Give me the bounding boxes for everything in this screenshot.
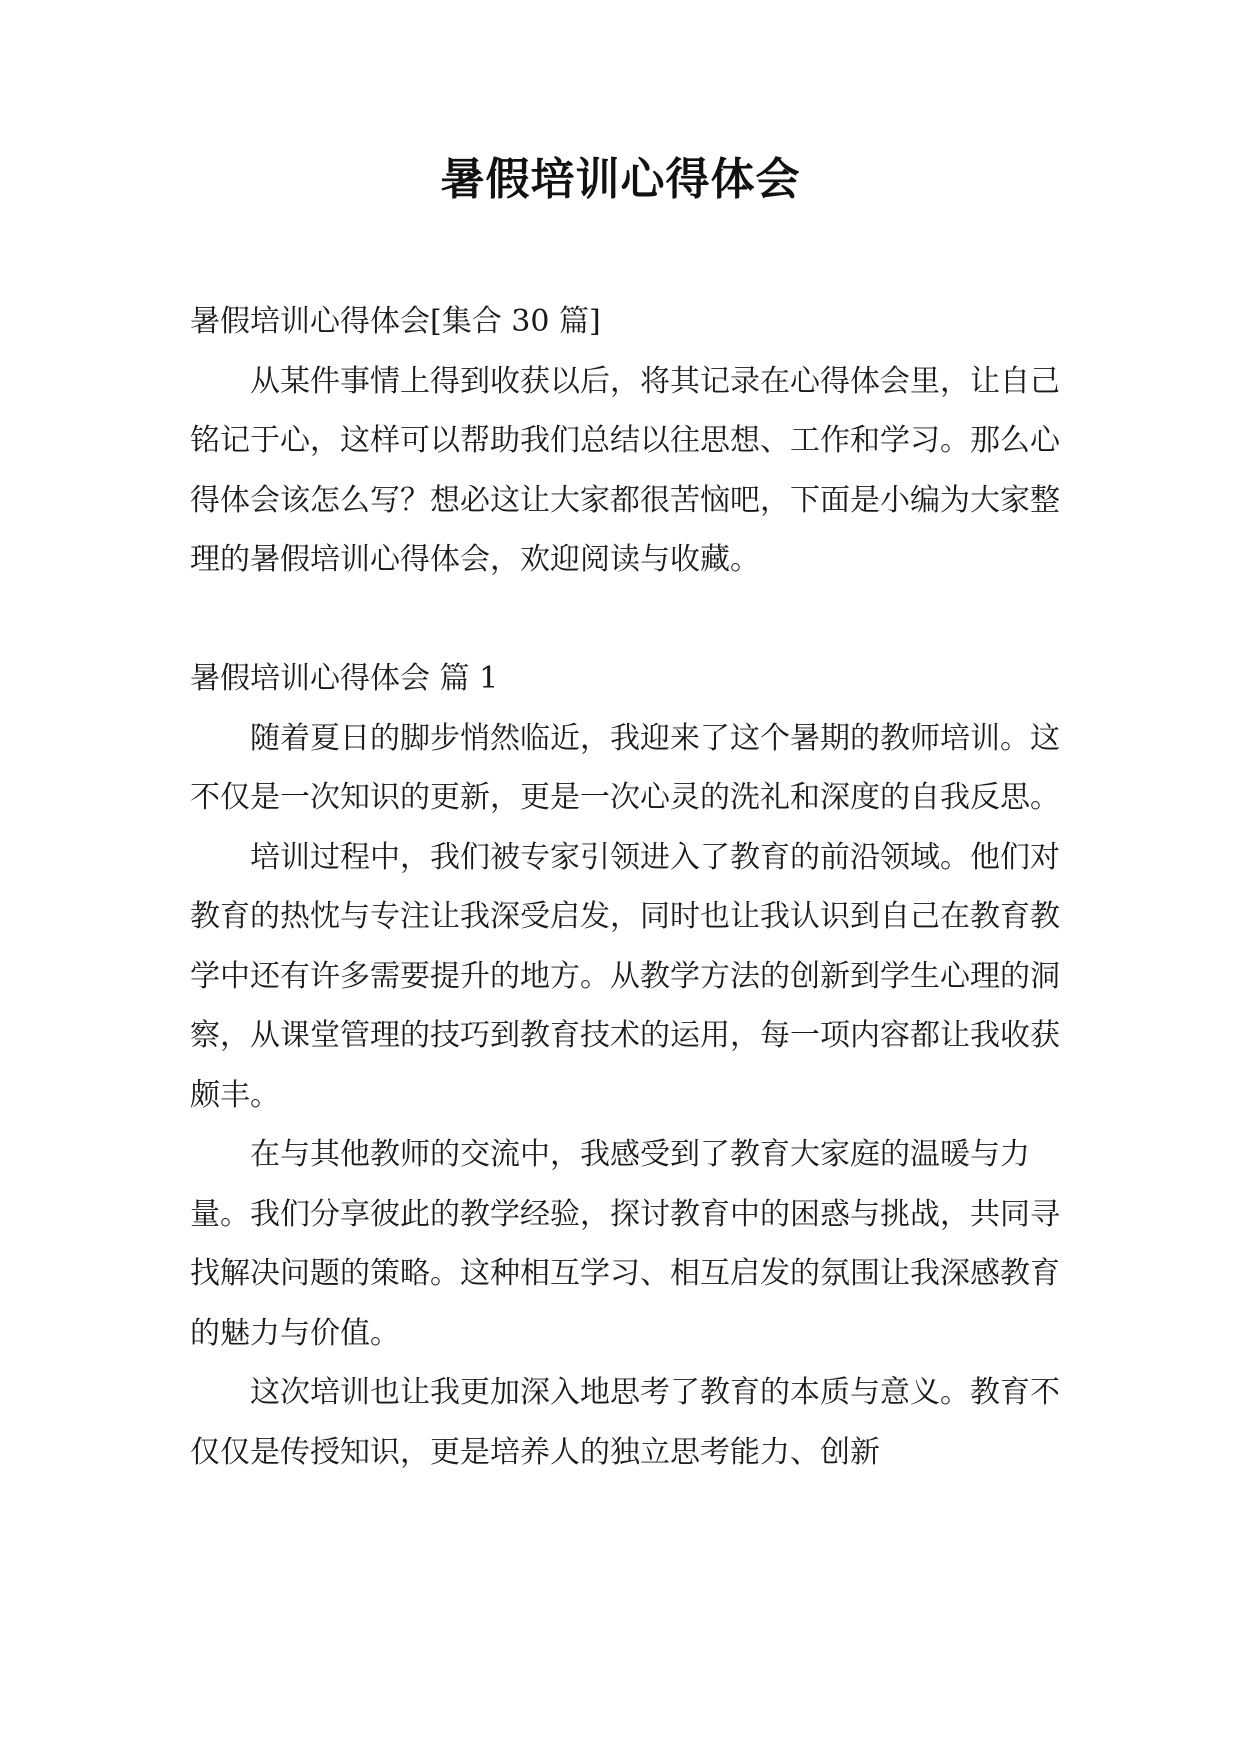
body-paragraph: 培训过程中，我们被专家引领进入了教育的前沿领域。他们对教育的热忱与专注让我深受启发，同时也让我认识到自己在教育教学中还有许多需要提升的地方。从教学方法的创新到学生心理的洞察，从课堂管理的技巧到教育技术的运用，每一项内容都让我收获颇丰。: [190, 839, 1060, 1113]
intro-paragraph: 从某件事情上得到收获以后，将其记录在心得体会里，让自己铭记于心，这样可以帮助我们总结以往思想、工作和学习。那么心得体会该怎么写？想必这让大家都很苦恼吧，下面是小编为大家整理的暑假培训心得体会，欢迎阅读与收藏。: [190, 363, 1060, 577]
document-subtitle: 暑假培训心得体会[集合 30 篇]: [190, 304, 601, 339]
section-spacer: [190, 590, 1070, 650]
body-paragraph: 在与其他教师的交流中，我感受到了教育大家庭的温暖与力量。我们分享彼此的教学经验，探讨教育中的困惑与挑战，共同寻找解决问题的策略。这种相互学习、相互启发的氛围让我深感教育的魅力与价值。: [190, 1137, 1060, 1351]
body-paragraph: 随着夏日的脚步悄然临近，我迎来了这个暑期的教师培训。这不仅是一次知识的更新，更是一次心灵的洗礼和深度的自我反思。: [190, 720, 1060, 815]
page-title: 暑假培训心得体会: [440, 154, 801, 205]
document-body: [190, 292, 1070, 1482]
body-paragraph: 这次培训也让我更加深入地思考了教育的本质与意义。教育不仅仅是传授知识，更是培养人的独立思考能力、创新: [190, 1375, 1060, 1470]
section-heading: 暑假培训心得体会 篇 1: [190, 661, 499, 696]
